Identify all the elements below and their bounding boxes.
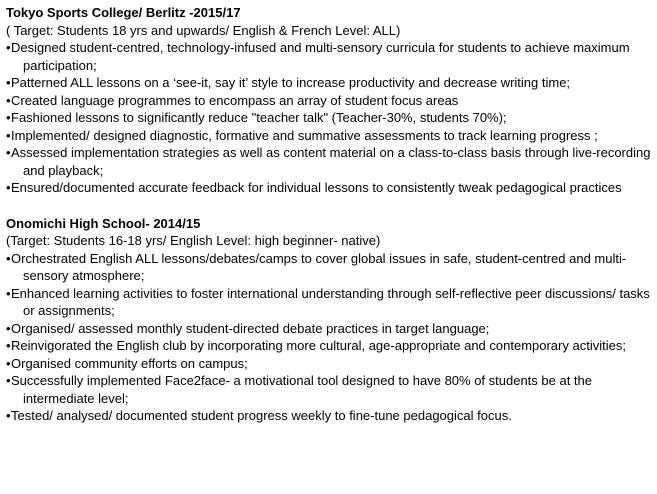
bullet-icon: • bbox=[6, 338, 11, 353]
bullet-icon: • bbox=[6, 75, 11, 90]
job-heading: Tokyo Sports College/ Berlitz -2015/17 bbox=[6, 5, 241, 20]
duty-text: Tested/ analysed/ documented student progress weekly to fine-tune pedagogical focus. bbox=[11, 408, 512, 423]
duty-item bbox=[6, 250, 651, 285]
duty-item bbox=[6, 39, 651, 74]
duty-item bbox=[6, 179, 651, 197]
duty-item bbox=[6, 320, 651, 338]
experience-tokyo-sports-college bbox=[6, 4, 651, 197]
duty-list bbox=[6, 250, 651, 425]
duty-item bbox=[6, 337, 651, 355]
bullet-icon: • bbox=[6, 320, 11, 336]
job-heading: Onomichi High School- 2014/15 bbox=[6, 215, 201, 231]
duty-text: Orchestrated English ALL lessons/debates/camps to cover global issues in safe, student-centred and multi-sensory atmosphere; bbox=[11, 250, 627, 283]
duty-text: Reinvigorated the English club by incorporating more cultural, age-appropriate and contemporary activities; bbox=[11, 338, 626, 353]
duty-text: Ensured/documented accurate feedback for individual lessons to consistently tweak pedagogical practices bbox=[11, 180, 622, 195]
duty-text: Organised community efforts on campus; bbox=[11, 355, 248, 371]
bullet-icon: • bbox=[6, 40, 11, 55]
bullet-icon: • bbox=[6, 408, 11, 423]
bullet-icon: • bbox=[6, 127, 11, 143]
bullet-icon: • bbox=[6, 92, 11, 108]
duty-item bbox=[6, 144, 651, 179]
duty-text: Designed student-centred, technology-infused and multi-sensory curricula for students to achieve maximum participation; bbox=[11, 40, 630, 73]
bullet-icon: • bbox=[6, 373, 11, 388]
duty-text: Organised/ assessed monthly student-directed debate practices in target language; bbox=[11, 320, 490, 336]
duty-item bbox=[6, 127, 651, 145]
duty-text: Patterned ALL lessons on a ‘see-it, say it’ style to increase productivity and decrease writing time; bbox=[11, 75, 571, 90]
job-target: (Target: Students 16-18 yrs/ English Level: high beginner- native) bbox=[6, 233, 381, 248]
duty-text: Enhanced learning activities to foster international understanding through self-reflective peer discussions/ tasks or assignments; bbox=[11, 285, 650, 318]
bullet-icon: • bbox=[6, 250, 11, 266]
bullet-icon: • bbox=[6, 110, 11, 125]
duty-item bbox=[6, 74, 651, 92]
duty-text: Fashioned lessons to significantly reduce "teacher talk" (Teacher-30%, students 70%); bbox=[11, 110, 507, 125]
job-target: ( Target: Students 18 yrs and upwards/ English & French Level: ALL) bbox=[6, 22, 401, 38]
bullet-icon: • bbox=[6, 180, 11, 195]
bullet-icon: • bbox=[6, 145, 11, 160]
experience-onomichi-high-school bbox=[6, 215, 651, 425]
bullet-icon: • bbox=[6, 285, 11, 301]
duty-text: Implemented/ designed diagnostic, formative and summative assessments to track learning progress ; bbox=[11, 127, 598, 143]
duty-item bbox=[6, 92, 651, 110]
bullet-icon: • bbox=[6, 355, 11, 371]
duty-item bbox=[6, 285, 651, 320]
duty-text: Assessed implementation strategies as well as content material on a class-to-class basis through live-recording and playback; bbox=[11, 145, 651, 178]
duty-item bbox=[6, 372, 651, 407]
duty-text: Created language programmes to encompass an array of student focus areas bbox=[11, 92, 459, 108]
duty-item bbox=[6, 355, 651, 373]
duty-list bbox=[6, 39, 651, 197]
duty-item bbox=[6, 109, 651, 127]
duty-text: Successfully implemented Face2face- a motivational tool designed to have 80% of students be at the intermediate level; bbox=[11, 373, 593, 406]
duty-item bbox=[6, 407, 651, 425]
